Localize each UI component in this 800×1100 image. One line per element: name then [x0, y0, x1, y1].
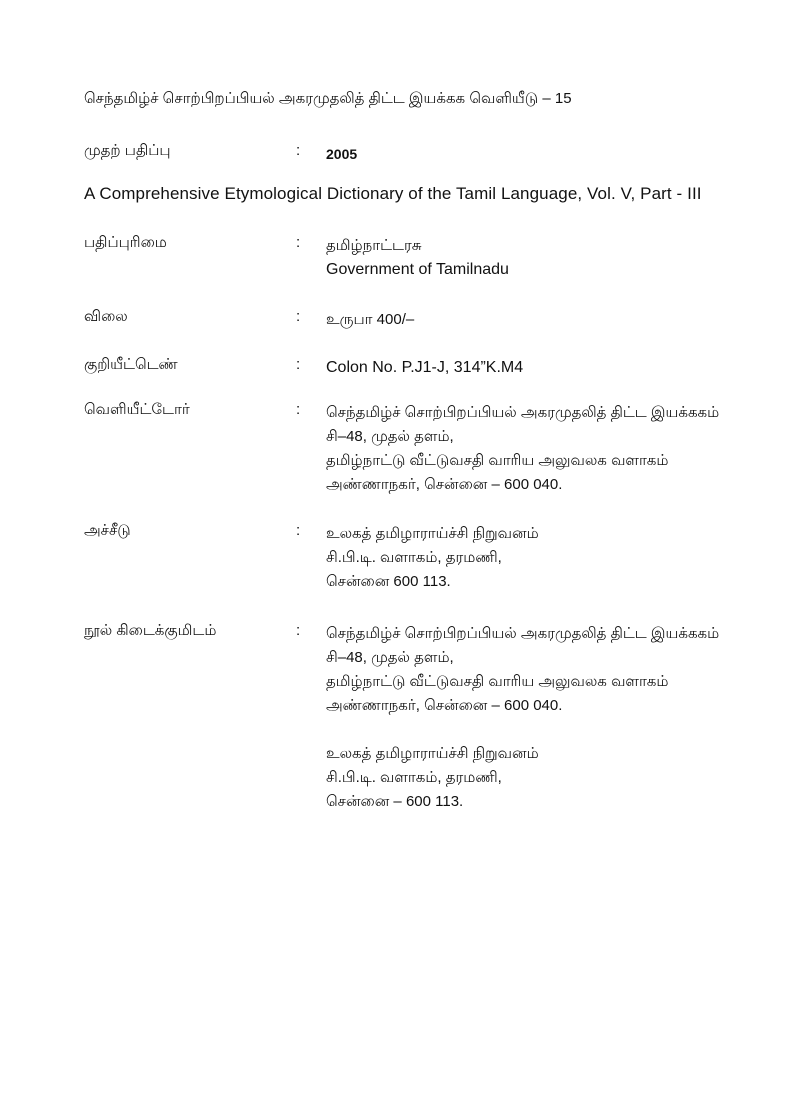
edition-value: 2005	[326, 146, 358, 162]
availability-addresses	[326, 622, 719, 814]
code-label: குறியீட்டெண்	[84, 356, 178, 373]
availability-line: அண்ணாநகர், சென்னை – 600 040.	[326, 697, 563, 714]
copyright-line-english: Government of Tamilnadu	[326, 261, 509, 278]
price-colon: :	[296, 308, 301, 325]
availability-colon: :	[296, 622, 301, 639]
publisher-label: வெளியீட்டோர்	[84, 401, 190, 418]
printer-line: உலகத் தமிழாராய்ச்சி நிறுவனம்	[326, 525, 539, 542]
publisher-address	[326, 401, 719, 497]
availability-line: சென்னை – 600 113.	[326, 793, 464, 810]
copyright-value	[326, 234, 509, 282]
series-line: செந்தமிழ்ச் சொற்பிறப்பியல் அகரமுதலித் திட்ட இயக்கக வெளியீடு – 15	[84, 90, 572, 107]
edition-label: முதற் பதிப்பு	[84, 142, 171, 159]
price-value: உருபா 400/–	[326, 311, 415, 328]
publisher-line: தமிழ்நாட்டு வீட்டுவசதி வாரிய அலுவலக வளாகம்	[326, 452, 669, 469]
code-value: Colon No. P.J1-J, 314”K.M4	[326, 359, 524, 376]
publisher-line: அண்ணாநகர், சென்னை – 600 040.	[326, 476, 563, 493]
publisher-line: செந்தமிழ்ச் சொற்பிறப்பியல் அகரமுதலித் திட்ட இயக்ககம்	[326, 404, 720, 421]
availability-label: நூல் கிடைக்குமிடம்	[84, 622, 217, 639]
copyright-label: பதிப்புரிமை	[84, 234, 167, 251]
printer-colon: :	[296, 522, 301, 539]
english-title: A Comprehensive Etymological Dictionary of the Tamil Language, Vol. V, Part - III	[84, 184, 702, 203]
copyright-line-tamil: தமிழ்நாட்டரசு	[326, 237, 422, 254]
edition-colon: :	[296, 142, 301, 159]
publisher-colon: :	[296, 401, 301, 418]
copyright-colon: :	[296, 234, 301, 251]
availability-line: உலகத் தமிழாராய்ச்சி நிறுவனம்	[326, 745, 539, 762]
address-spacer	[326, 718, 719, 742]
availability-line: சி–48, முதல் தளம்,	[326, 649, 454, 666]
code-colon: :	[296, 356, 301, 373]
printer-line: சென்னை 600 113.	[326, 573, 451, 590]
price-label: விலை	[84, 308, 128, 325]
printer-line: சி.பி.டி. வளாகம், தரமணி,	[326, 549, 502, 566]
printer-address	[326, 522, 539, 594]
publisher-line: சி–48, முதல் தளம்,	[326, 428, 454, 445]
availability-line: செந்தமிழ்ச் சொற்பிறப்பியல் அகரமுதலித் திட்ட இயக்ககம்	[326, 625, 720, 642]
availability-line: தமிழ்நாட்டு வீட்டுவசதி வாரிய அலுவலக வளாகம்	[326, 673, 669, 690]
printer-label: அச்சீடு	[84, 522, 131, 539]
availability-line: சி.பி.டி. வளாகம், தரமணி,	[326, 769, 502, 786]
